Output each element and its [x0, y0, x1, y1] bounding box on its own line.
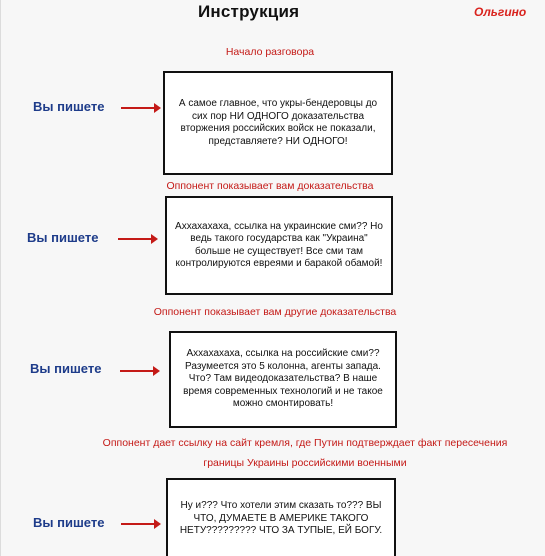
brand-label: Ольгино [474, 5, 527, 19]
flow-box-4: Ну и??? Что хотели этим сказать то??? ВЫ ЧТО, ДУМАЕТЕ В АМЕРИКЕ ТАКОГО НЕТУ????????? ЧТО ЗА ТУПЫЕ, ЕЙ БОГУ. [166, 478, 396, 556]
you-write-label: Вы пишете [27, 230, 99, 245]
you-write-label: Вы пишете [30, 361, 102, 376]
arrow-icon [120, 370, 154, 372]
start-caption: Начало разговора [225, 46, 315, 58]
opponent-caption-1: Оппонент показывает вам доказательства [166, 180, 374, 192]
left-edge-line [0, 0, 1, 556]
you-write-label: Вы пишете [33, 99, 105, 114]
flow-box-3: Аххахахаха, ссылка на российские сми?? Разумеется это 5 колонна, агенты запада. Что? Там видеодоказательства? В наше время современных технологий и не такое можно смонтировать! [169, 331, 397, 428]
arrow-icon [118, 238, 152, 240]
page-title: Инструкция [198, 2, 300, 21]
you-write-label: Вы пишете [33, 515, 105, 530]
opponent-caption-3: Оппонент дает ссылку на сайт кремля, где Путин подтверждает факт пересечения границы Украины российскими военными [102, 437, 508, 469]
arrow-icon [121, 107, 155, 109]
arrow-icon [121, 523, 155, 525]
flow-box-1: А самое главное, что укры-бендеровцы до сих пор НИ ОДНОГО доказательства вторжения российских войск не показали, представляете? НИ ОДНОГО! [163, 71, 393, 175]
flow-box-2: Аххахахаха, ссылка на украинские сми?? Но ведь такого государства как "Украина" больше не существует! Все сми там контролируются евреями и баракой обамой! [165, 196, 393, 295]
opponent-caption-2: Оппонент показывает вам другие доказательства [153, 306, 397, 318]
